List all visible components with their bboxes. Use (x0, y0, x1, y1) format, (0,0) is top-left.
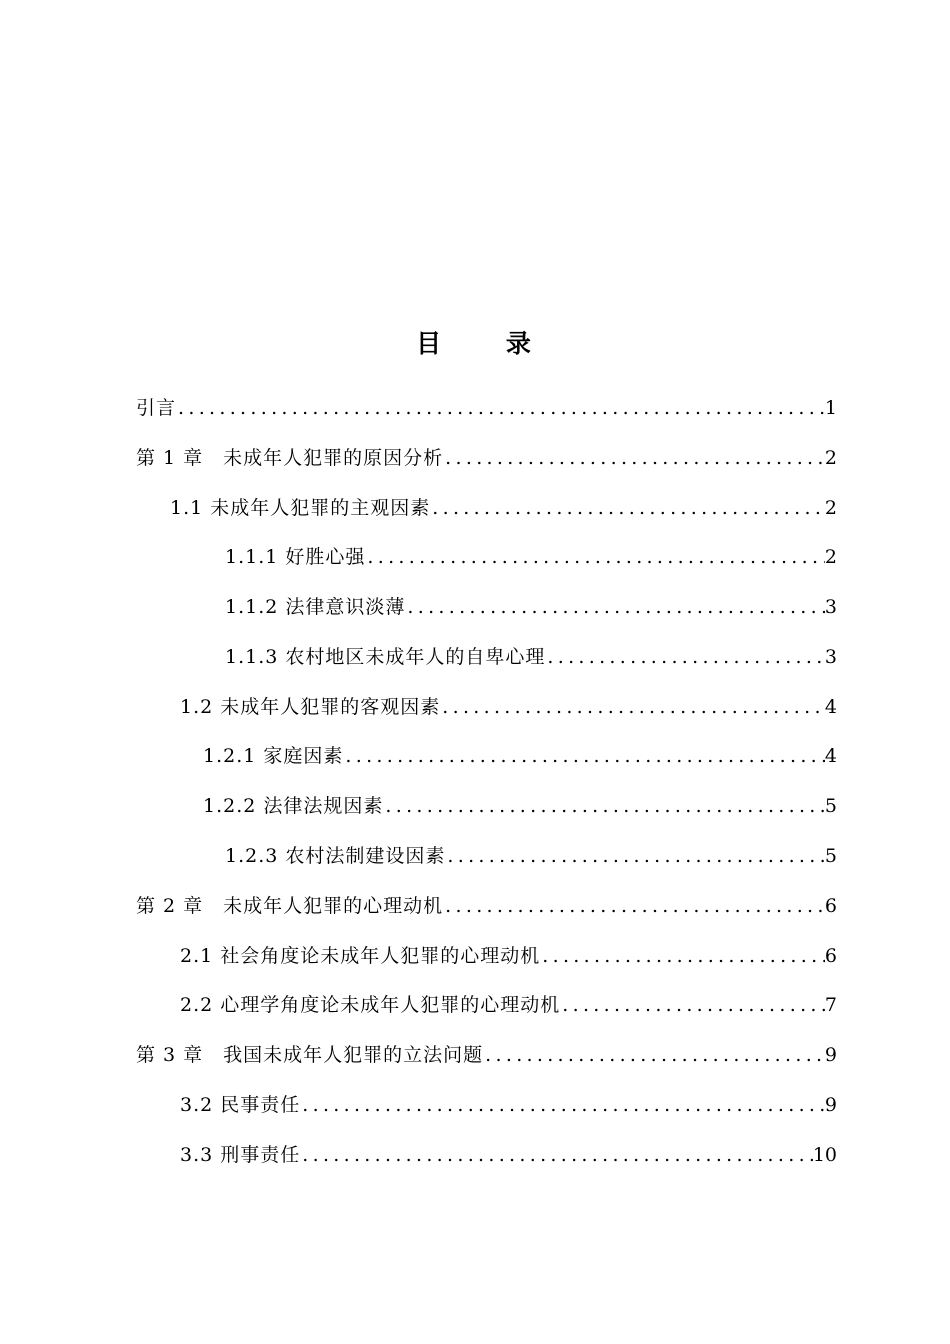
toc-page-number: 4 (824, 696, 837, 718)
toc-entry-intro[interactable] (136, 393, 837, 423)
toc-dot-leader (443, 891, 825, 921)
toc-dot-leader (405, 592, 825, 622)
toc-dot-leader (300, 1090, 825, 1120)
toc-entry-1-1[interactable] (170, 493, 837, 523)
toc-page-number: 2 (824, 447, 837, 469)
toc-entry-chapter-1[interactable] (136, 443, 837, 473)
toc-entry-text: 1.2.3 农村法制建设因素 (225, 845, 446, 867)
toc-entry-1-1-2[interactable] (225, 592, 837, 622)
toc-page-number: 9 (824, 1094, 837, 1116)
toc-entry-text: 2.1 社会角度论未成年人犯罪的心理动机 (180, 945, 541, 967)
toc-entry-1-2-3[interactable] (225, 841, 837, 871)
toc-entry-2-2[interactable] (180, 990, 837, 1020)
toc-dot-leader (443, 443, 825, 473)
toc-dot-leader (440, 692, 825, 722)
toc-dot-leader (383, 791, 825, 821)
toc-dot-leader (365, 542, 825, 572)
toc-entry-text: 2.2 心理学角度论未成年人犯罪的心理动机 (180, 994, 561, 1016)
toc-entry-1-2[interactable] (180, 692, 837, 722)
toc-entry-text: 1.2.2 法律法规因素 (203, 795, 384, 817)
toc-entry-text: 第 2 章 未成年人犯罪的心理动机 (136, 895, 444, 917)
toc-page-number: 3 (824, 646, 837, 668)
toc-entry-text: 1.1.3 农村地区未成年人的自卑心理 (225, 646, 546, 668)
toc-entry-3-2[interactable] (180, 1090, 837, 1120)
toc-entry-1-1-3[interactable] (225, 642, 837, 672)
toc-page-number: 2 (824, 497, 837, 519)
toc-page-number: 6 (824, 895, 837, 917)
toc-dot-leader (540, 941, 825, 971)
toc-entry-text: 3.3 刑事责任 (180, 1144, 301, 1166)
toc-dot-leader (560, 990, 825, 1020)
toc-entry-text: 1.1 未成年人犯罪的主观因素 (170, 497, 431, 519)
toc-dot-leader (445, 841, 825, 871)
toc-page-number: 3 (824, 596, 837, 618)
toc-page-number: 1 (824, 397, 837, 419)
toc-entry-chapter-2[interactable] (136, 891, 837, 921)
toc-page-number: 2 (824, 546, 837, 568)
toc-page-number: 7 (824, 994, 837, 1016)
toc-page-number: 10 (812, 1144, 837, 1166)
toc-page-number: 5 (824, 795, 837, 817)
toc-entry-text: 3.2 民事责任 (180, 1094, 301, 1116)
toc-entry-1-2-2[interactable] (203, 791, 837, 821)
toc-dot-leader (300, 1140, 813, 1170)
toc-entry-1-2-1[interactable] (203, 741, 837, 771)
toc-entry-text: 1.1.2 法律意识淡薄 (225, 596, 406, 618)
toc-entry-3-3[interactable] (180, 1140, 837, 1170)
toc-dot-leader (343, 741, 825, 771)
page-title: 目 录 (416, 329, 559, 358)
toc-entry-text: 1.2.1 家庭因素 (203, 745, 344, 767)
toc-entry-text: 第 3 章 我国未成年人犯罪的立法问题 (136, 1044, 484, 1066)
toc-entry-1-1-1[interactable] (225, 542, 837, 572)
toc-entry-text: 引言 (136, 397, 177, 419)
toc-dot-leader (545, 642, 825, 672)
toc-page-number: 9 (824, 1044, 837, 1066)
toc-entry-text: 第 1 章 未成年人犯罪的原因分析 (136, 447, 444, 469)
toc-dot-leader (483, 1040, 825, 1070)
toc-dot-leader (430, 493, 825, 523)
toc-entry-chapter-3[interactable] (136, 1040, 837, 1070)
toc-entry-text: 1.1.1 好胜心强 (225, 546, 366, 568)
toc-entry-text: 1.2 未成年人犯罪的客观因素 (180, 696, 441, 718)
toc-page-number: 4 (824, 745, 837, 767)
toc-dot-leader (176, 393, 825, 423)
toc-page-number: 6 (824, 945, 837, 967)
toc-entry-2-1[interactable] (180, 941, 837, 971)
toc-page-number: 5 (824, 845, 837, 867)
